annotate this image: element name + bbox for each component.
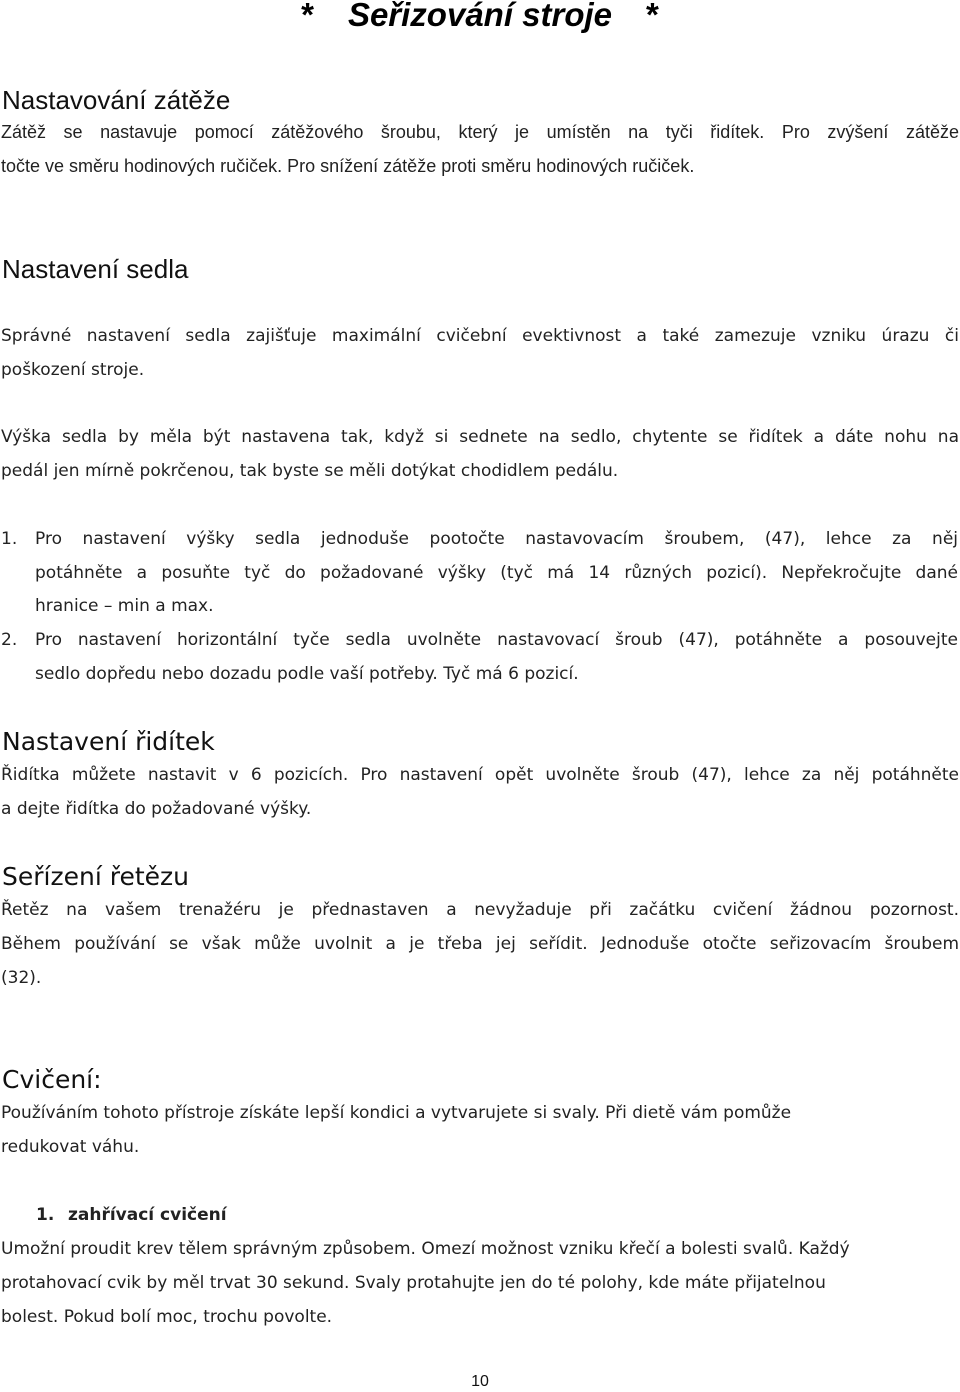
sedlo-p2-line2: pedál jen mírně pokrčenou, tak byste se měli dotýkat chodidlem pedálu. <box>1 461 619 481</box>
sedlo-step1-line2: potáhněte a posuňte tyč do požadované výšky (tyč má 14 různých pozicí). Nepřekročujte dané <box>35 563 958 583</box>
section-heading-cviceni: Cvičení: <box>2 1065 102 1094</box>
cviceni-sub-line3: bolest. Pokud bolí moc, trochu povolte. <box>1 1307 333 1327</box>
cviceni-text-line2: redukovat váhu. <box>1 1137 140 1157</box>
zatez-text-line1: Zátěž se nastavuje pomocí zátěžového šroubu, který je umístěn na tyči řidítek. Pro zvýšení zátěže <box>1 122 959 142</box>
retez-text-line2: Během používání se však může uvolnit a je třeba jej seřídit. Jednoduše otočte seřizovacím šroubem <box>1 934 959 954</box>
zatez-text-line2: točte ve směru hodinových ručiček. Pro snížení zátěže proti směru hodinových ručiček. <box>1 156 695 176</box>
retez-text-line3: (32). <box>1 968 42 988</box>
riditka-text-line2: a dejte řidítka do požadované výšky. <box>1 799 312 819</box>
cviceni-sub-number: 1. <box>36 1205 55 1225</box>
section-heading-retez: Seřízení řetězu <box>2 862 189 891</box>
sedlo-step2-line1: Pro nastavení horizontální tyče sedla uvolněte nastavovací šroub (47), potáhněte a posouvejte <box>35 630 958 650</box>
cviceni-sub-line1: Umožní proudit krev tělem správným způsobem. Omezí možnost vzniku křečí a bolesti svalů. Každý <box>1 1239 850 1259</box>
sedlo-step1-line3: hranice – min a max. <box>35 596 214 616</box>
section-heading-zatez: Nastavování zátěže <box>2 85 231 115</box>
retez-text-line1: Řetěz na vašem trenažéru je přednastaven a nevyžaduje při začátku cvičení žádnou pozornost. <box>1 900 959 920</box>
sedlo-p1-line1: Správné nastavení sedla zajišťuje maximální cvičební evektivnost a také zamezuje vzniku úrazu či <box>1 326 959 346</box>
title-star-right: * <box>646 0 659 33</box>
cviceni-subheading: zahřívací cvičení <box>68 1205 227 1225</box>
sedlo-step1-number: 1. <box>1 529 18 549</box>
page-title <box>0 0 960 36</box>
riditka-text-line1: Řidítka můžete nastavit v 6 pozicích. Pro nastavení opět uvolněte šroub (47), lehce za něj potáhněte <box>1 765 959 785</box>
title-star-left: * <box>301 0 314 33</box>
section-heading-riditka: Nastavení řidítek <box>2 727 215 756</box>
sedlo-step2-number: 2. <box>1 630 18 650</box>
cviceni-sub-line2: protahovací cvik by měl trvat 30 sekund. Svaly protahujte jen do té polohy, kde máte přijatelnou <box>1 1273 826 1293</box>
sedlo-step2-line2: sedlo dopředu nebo dozadu podle vaší potřeby. Tyč má 6 pozicí. <box>35 664 579 684</box>
cviceni-text-line1: Používáním tohoto přístroje získáte lepší kondici a vytvarujete si svaly. Při dietě vám pomůže <box>1 1103 792 1123</box>
section-heading-sedlo: Nastavení sedla <box>2 254 189 284</box>
sedlo-p2-line1: Výška sedla by měla být nastavena tak, když si sednete na sedlo, chytente se řidítek a dáte nohu na <box>1 427 959 447</box>
sedlo-step1-line1: Pro nastavení výšky sedla jednoduše pootočte nastavovacím šroubem, (47), lehce za něj <box>35 529 958 549</box>
title-text: Seřizování stroje <box>347 0 613 33</box>
page-number: 10 <box>471 1373 489 1390</box>
sedlo-p1-line2: poškození stroje. <box>1 360 145 380</box>
